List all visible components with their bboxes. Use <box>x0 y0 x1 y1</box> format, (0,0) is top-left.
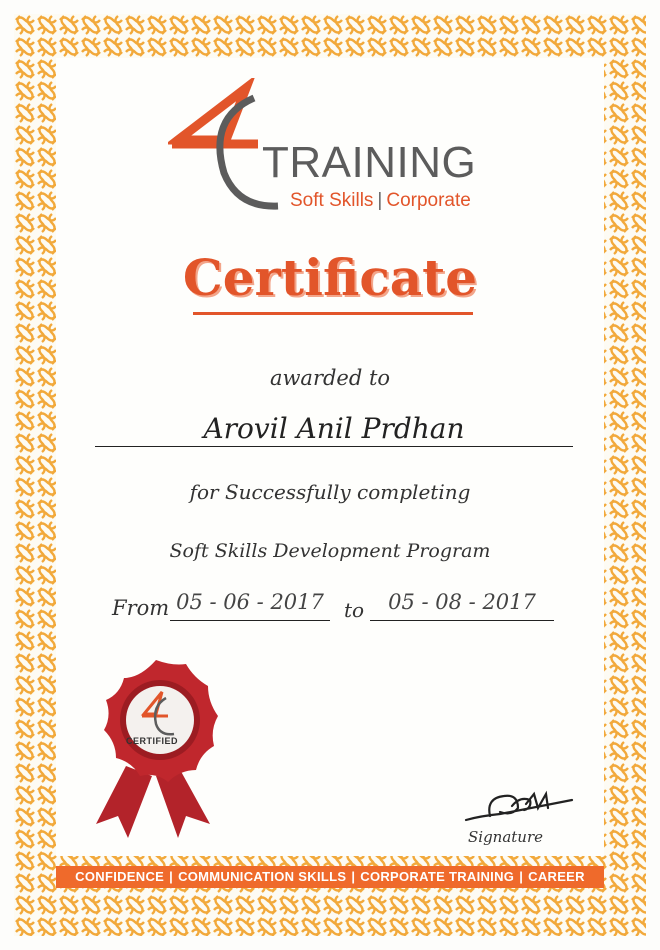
banner-item: CONFIDENCE <box>75 869 165 884</box>
banner-item: CORPORATE TRAINING <box>360 869 515 884</box>
from-label: From <box>112 596 170 620</box>
seal-label: CERTIFIED <box>125 736 178 746</box>
banner-separator: | <box>351 869 356 884</box>
to-label: to <box>344 598 365 622</box>
brand-subtitle-right: Corporate <box>386 190 471 211</box>
certified-seal-icon <box>86 656 226 846</box>
recipient-underline <box>95 446 573 447</box>
title-underline <box>193 312 473 315</box>
brand-subtitle-left: Soft Skills <box>290 190 374 211</box>
brand-subtitle <box>290 190 471 212</box>
banner-separator: | <box>169 869 174 884</box>
banner-item: CAREER <box>528 869 585 884</box>
certificate-title: Certificate <box>182 248 478 307</box>
program-name: Soft Skills Development Program <box>169 540 491 562</box>
banner-item: COMMUNICATION SKILLS <box>178 869 347 884</box>
brand-title: TRAINING <box>262 138 477 187</box>
date-range <box>112 590 572 630</box>
values-banner <box>56 866 604 888</box>
from-date: 05 - 06 - 2017 <box>170 590 330 621</box>
completion-text: for Successfully completing <box>189 480 471 504</box>
banner-separator: | <box>519 869 524 884</box>
signature-scribble <box>460 786 580 826</box>
brand-subtitle-separator: | <box>377 190 383 211</box>
recipient-name: Arovil Anil Prdhan <box>203 412 465 445</box>
awarded-to-text: awarded to <box>269 366 391 390</box>
to-date: 05 - 08 - 2017 <box>370 590 554 621</box>
signature-label: Signature <box>468 828 544 846</box>
